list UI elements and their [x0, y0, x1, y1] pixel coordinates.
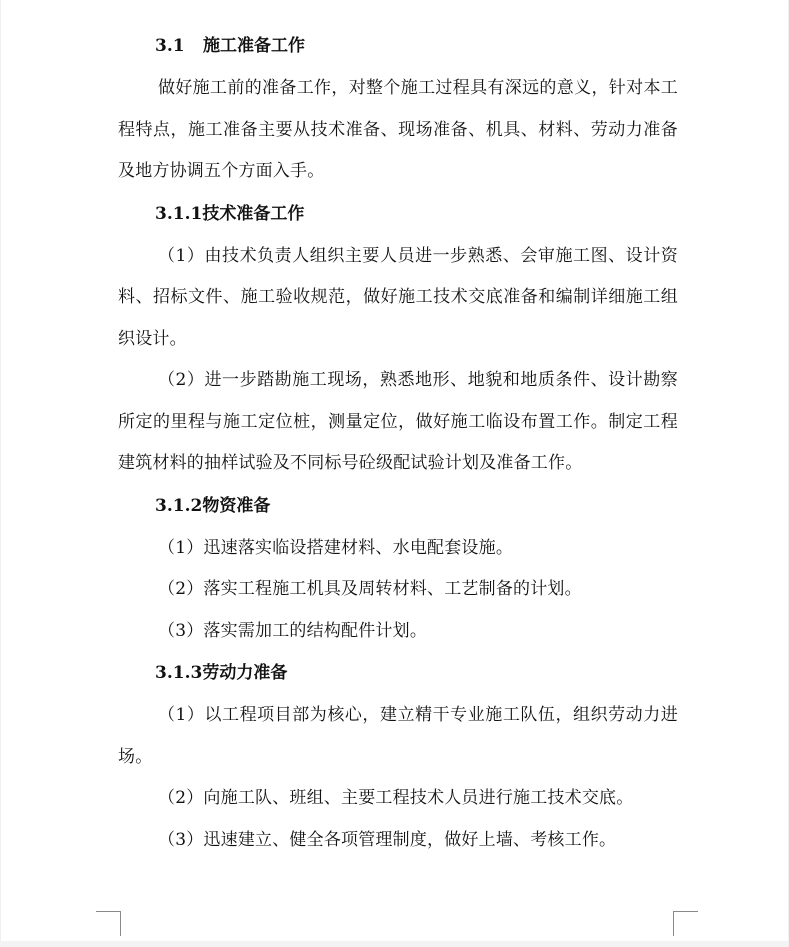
- heading-3-1-1: [118, 193, 678, 236]
- heading-3-1-3: [118, 652, 678, 695]
- list-item: （1）迅速落实临设搭建材料、水电配套设施。: [158, 537, 514, 558]
- list-item: （1）由技术负责人组织主要人员进一步熟悉、会审施工图、设计资料、招标文件、施工验收规范，做好施工技术交底准备和编制详细施工组织设计。: [118, 245, 678, 349]
- heading-title: 施工准备工作: [203, 36, 305, 56]
- paragraph-intro: 做好施工前的准备工作，对整个施工过程具有深远的意义，针对本工程特点，施工准备主要从技术准备、现场准备、机具、材料、劳动力准备及地方协调五个方面入手。: [118, 78, 678, 181]
- list-item: （2）向施工队、班组、主要工程技术人员进行施工技术交底。: [158, 788, 634, 808]
- list-item: （2）进一步踏勘施工现场，熟悉地形、地貌和地质条件、设计勘察所定的里程与施工定位桩，测量定位，做好施工临设布置工作。制定工程建筑材料的抽样试验及不同标号砼级配试验计划及准备工作。: [118, 370, 678, 473]
- heading-3-1: [118, 25, 678, 68]
- page-gap: [0, 941, 789, 947]
- list-item: （3）落实需加工的结构配件计划。: [158, 620, 428, 641]
- heading-title: 物资准备: [202, 495, 271, 516]
- list-item: （1）以工程项目部为核心，建立精干专业施工队伍，组织劳动力进场。: [118, 705, 678, 767]
- document-body: [118, 25, 678, 861]
- page-corner-mark-left: [96, 911, 121, 936]
- heading-3-1-2: [118, 485, 678, 528]
- heading-number: 3.1.2: [155, 495, 203, 516]
- heading-number: 3.1.3: [155, 663, 203, 683]
- list-item: （3）迅速建立、健全各项管理制度，做好上墙、考核工作。: [158, 829, 617, 850]
- list-item: （2）落实工程施工机具及周转材料、工艺制备的计划。: [158, 579, 582, 599]
- heading-number: 3.1: [155, 36, 185, 56]
- page-corner-mark-right: [673, 911, 698, 936]
- heading-number: 3.1.1: [155, 203, 203, 224]
- heading-title: 劳动力准备: [202, 663, 288, 683]
- heading-title: 技术准备工作: [202, 203, 305, 224]
